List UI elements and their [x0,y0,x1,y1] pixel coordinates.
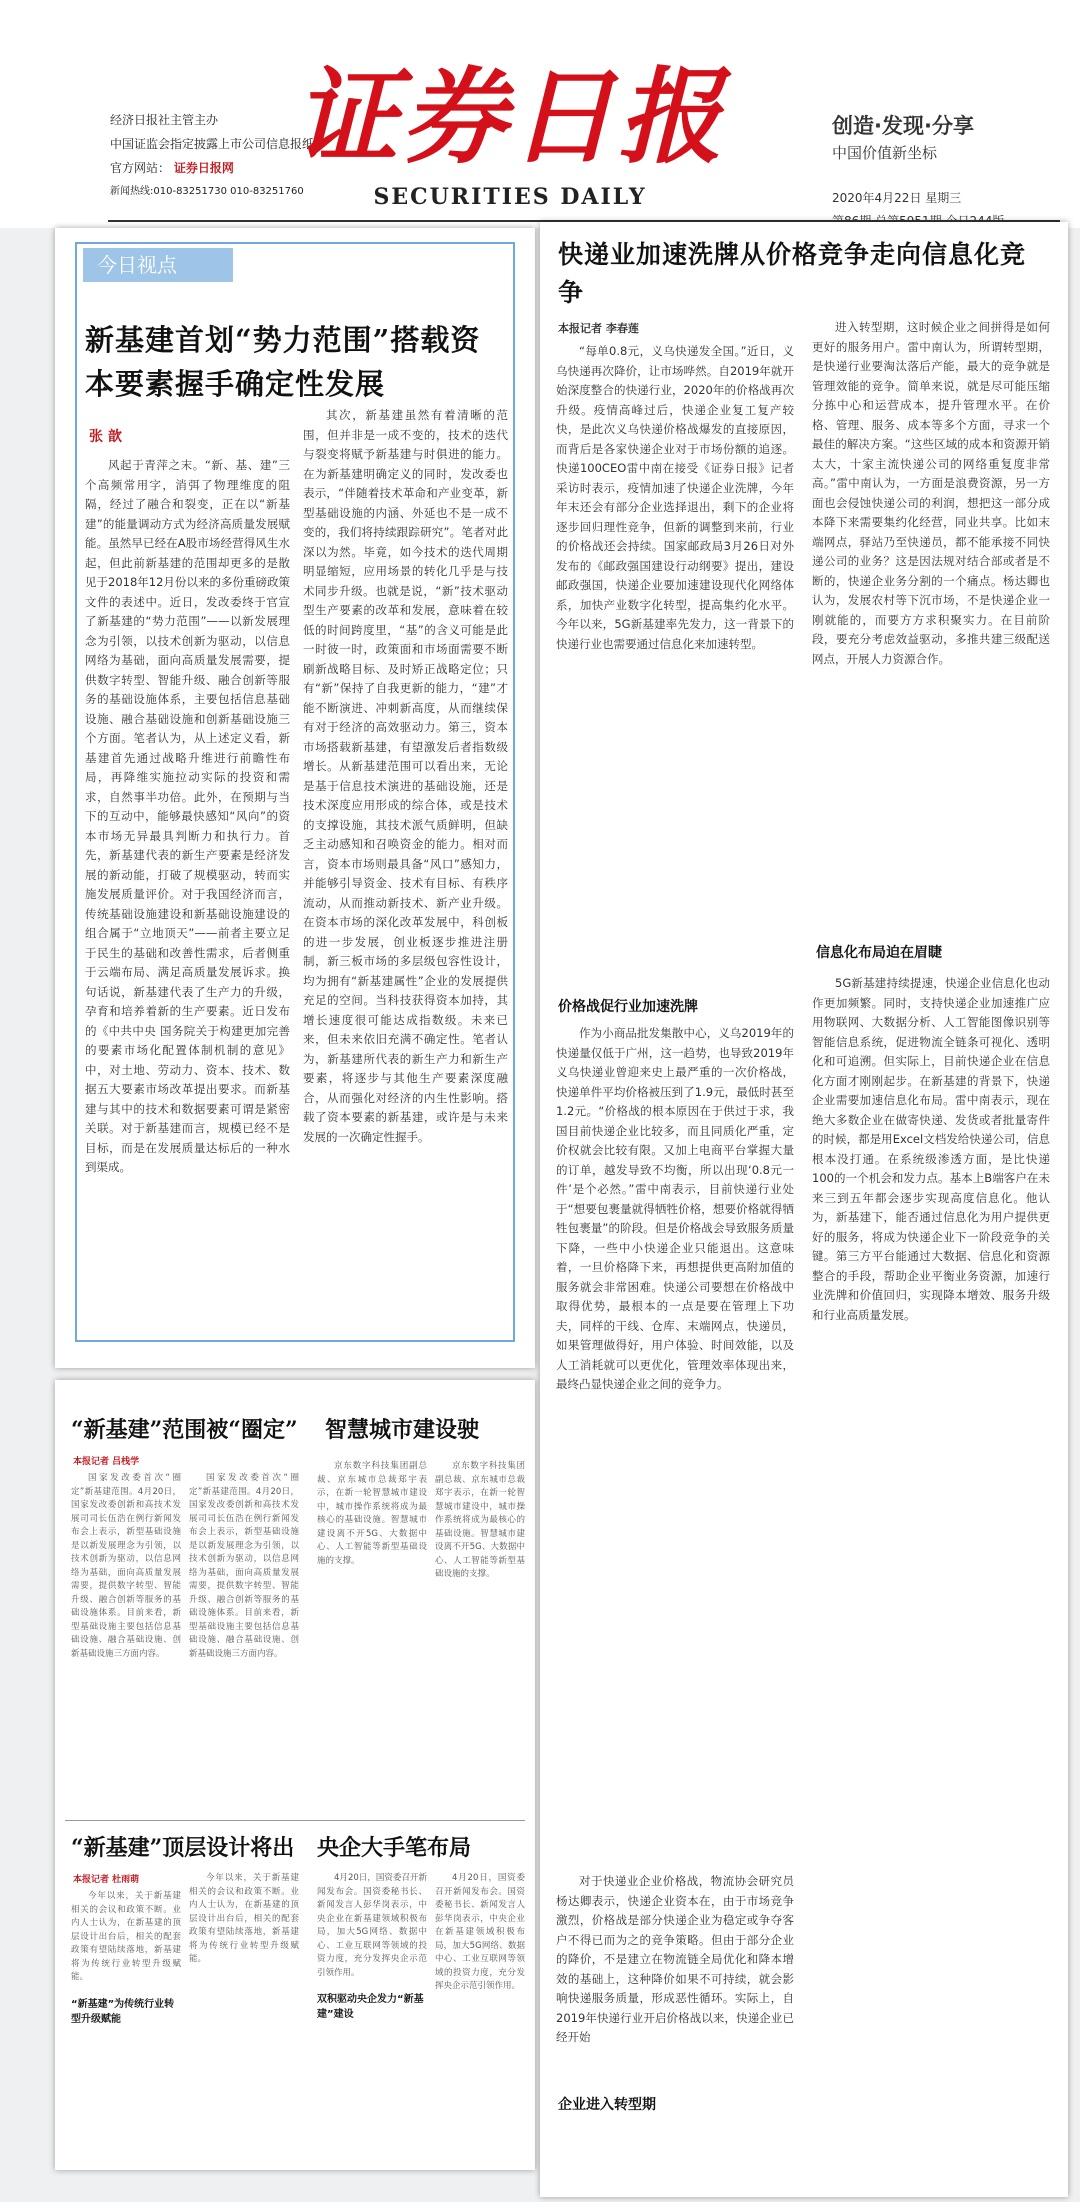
article-text: 进入转型期，这时候企业之间拼得是如何更好的服务用户。雷中南认为，所谓转型期，是快递行业要淘汰落后产能，最大的竞争就是管理效能的竞争。简单来说，就是尽可能压缩分拣中心和运营成本，提升管理水平。在价格、管理、服务、成本等多个方面，寻求一个最佳的解决方案。“这些区域的成本和资源开销太大，十家主流快递公司的网络重复度非常高。”雷中南认为，一方面是浪费资源，另一方面也会侵蚀快递公司的利润，想把这一部分成本降下来需要集约化经营，同业共享。比如末端网点，驿站乃至快递员，都不能承接不同快递公司的业务？这是因法规对结合部或者是不断的，快递企业务分割的一个痛点。杨达卿也认为，发展农村等下沉市场，不是快递企业一刚就能的，而要方方求积聚实力。在目前阶段，要充分考虑效益驱动，多推共建三级配送网点，开展人力资源合作。 [812,320,1050,666]
article-text: 作为小商品批发集散中心，义乌2019年的快递量仅低于广州，这一趋势，也导致2019年义乌快递业曾迎来史上最严重的一次价格战，快递单件平均价格被压到了1.9元，最低时甚至1.2元。“价格战的根本原因在于供过于求，我国目前快递企业比较多，而且同质化严重，定价权就会比较有限。又加上电商平台掌握大量的订单，越发导致不均衡，所以出现‘0.8元一件’是个必然。”雷中南表示，目前快递行业处于“想要包裹量就得牺牲价格，想要价格就得牺牲包裹量”的阶段。但是价格战会导致服务质量下降，一些中小快递企业只能退出。这意味着，一旦价格降下来，再想提供更高附加值的服务就会非常困难。快递公司要想在价格战中取得优势，最根本的一点是要在管理上下功夫，同样的干线、仓库、末端网点，快递员，如果管理做得好，用户体验、时间效能，以及人工消耗就可以更优化，管理效率体现出来，最终凸显快递企业之间的竞争力。 [556,1026,794,1391]
inner-page-clipping [55,1380,535,2170]
newspaper-logo [275,52,745,222]
issue-date: 2020年4月22日 星期三 [832,191,962,205]
express-column-1c [556,1872,794,2082]
byline-a: 本报记者 吕栈学 [73,1457,140,1467]
section-transition: 企业进入转型期 [558,2097,656,2113]
small-text: 国家发改委首次“圈定”新基建范围。4月20日，国家发改委创新和高技术发展司司长伍浩在例行新闻发布会上表示，新型基础设施是以新发展理念为引领，以技术创新为驱动，以信息网络为基础，面向高质量发展需要，提供数字转型、智能升级、融合创新等服务的基础设施体系。目前来看，新型基础设施主要包括信息基础设施、融合基础设施、创新基础设施三方面内容。 [71,1473,181,1659]
article-column-1 [85,456,290,1326]
logo-english: SECURITIES DAILY [373,184,647,210]
small-text: 今年以来，关于新基建相关的会议和政策不断。业内人士认为，在新基建的顶层设计出台后，相关的配套政策有望陆续落地，新基建将为传统行业转型升级赋能。 [71,1891,181,1982]
subhead-d: 双积驱动央企发力“新基建”建设 [317,1994,424,2020]
small-text: 国家发改委首次“圈定”新基建范围。4月20日，国家发改委创新和高技术发展司司长伍浩在例行新闻发布会上表示，新型基础设施是以新发展理念为引领，以技术创新为驱动，以信息网络为基础，面向高质量发展需要，提供数字转型、智能升级、融合创新等服务的基础设施体系。目前来看，新型基础设施主要包括信息基础设施、融合基础设施、创新基础设施三方面内容。 [189,1473,299,1659]
small-text: 4月20日，国资委召开新闻发布会。国资委秘书长、新闻发言人彭华岗表示，中央企业在新基建领域积极布局，加大5G网络、数据中心、工业互联网等领域的投资力度，充分发挥央企示范引领作用。 [317,1873,427,1978]
hotline-text: 新闻热线:010-83251730 010-83251760 [110,186,304,197]
section-price-war: 价格战促行业加速洗牌 [558,999,698,1015]
text-block-a2 [189,1472,299,1812]
text-block-d2 [435,1872,525,2152]
express-column-1a [556,342,794,982]
front-page-clipping [55,228,535,1368]
masthead-right [832,110,1062,229]
slogan-sub: 中国价值新坐标 [832,144,938,162]
designated-text: 中国证监会指定披露上市公司信息报纸 [110,137,315,151]
byline-c: 本报记者 杜雨萌 [73,1875,140,1885]
text-block-a [71,1472,181,1812]
logo-chinese: 证券日报 [293,55,726,178]
small-text: 4月20日，国资委召开新闻发布会。国资委秘书长、新闻发言人彭华岗表示，中央企业在新基建领域积极布局，加大5G网络、数据中心、工业互联网等领域的投资力度，充分发挥央企示范引领作用。 [435,1873,525,1991]
express-column-1b [556,1024,794,1864]
headline-soe-layout: 央企大手笔布局 [317,1835,472,1861]
newspaper-masthead [0,0,1080,228]
text-block-c2 [189,1872,299,2152]
small-text: 今年以来，关于新基建相关的会议和政策不断。业内人士认为，在新基建的顶层设计出台后，相关的配套政策有望陆续落地，新基建将为传统行业转型升级赋能。 [189,1873,299,1964]
article-text: 5G新基建持续提速，快递企业信息化也动作更加频繁。同时，支持快递企业加速推广应用物联网、大数据分析、人工智能图像识别等智能信息系统，促进物流全链条可视化、透明化和可追溯。但实际上，目前快递企业在信息化方面才刚刚起步。在新基建的背景下，快递企业需要加速信息化布局。雷中南表示，现在绝大多数企业在做寄快递、发货或者批量寄件的时候，都是用Excel文档发给快递公司，信息根本没打通。在系统级渗透方面，是比快递100的一个机会和发力点。基本上B端客户在未来三到五年都会逐步实现高度信息化。他认为，新基建下，能否通过信息化为用户提供更好的服务，将成为快递企业下一阶段竞争的关键。第三方平台能通过大数据、信息化和资源整合的手段，帮助企业平衡业务资源，加速行业洗牌和价值回归，实现降本增效、服务升级和行业高质量发展。 [812,976,1050,1322]
text-block-b [317,1460,427,1810]
headline-new-infrastructure: 新基建首划“势力范围”搭载资本要素握手确定性发展 [85,323,481,401]
subhead-c: “新基建”为传统行业转型升级赋能 [71,1998,175,2025]
slogan: 创造·发现·分享 [832,114,974,138]
express-byline: 本报记者 李春莲 [558,322,639,335]
express-column-2a [812,318,1050,988]
article-column-2 [303,406,508,1326]
article-text: “每单0.8元，义乌快递发全国。”近日，义乌快递再次降价，让市场哗然。自2019年就开始深度整合的快递行业，2020年的价格战再次升级。疫情高峰过后，快递企业复工复产较快，是此次义乌快递价格战爆发的直接原因，而背后是各家快递企业对于市场份额的追逐。快递100CEO雷中南在接受《证券日报》记者采访时表示，疫情加速了快递企业洗牌，今年年末还会有部分企业选择退出，剩下的企业将逐步回归理性竞争，但新的调整到来前，行业的价格战还会持续。国家邮政局3月26日对外发布的《邮政强国建设行动纲要》提出，建设邮政强国，快递企业要加速建设现代化网络体系，加快产业数字化转型，提高集约化水平。今年以来，5G新基建率先发力，这一背景下的快递行业也需要通过信息化来加速转型。 [556,344,794,651]
sponsor-text: 经济日报社主管主办 [110,113,219,127]
headline-scope: “新基建”范围被“圈定” [71,1417,298,1443]
headline-express: 快递业加速洗牌从价格竞争走向信息化竞争 [558,240,1027,307]
express-article-clipping [540,222,1068,2197]
small-text: 京东数字科技集团副总裁、京东城市总裁郑宇表示，在新一轮智慧城市建设中，城市操作系统将成为最核心的基础设施。智慧城市建设离不开5G、大数据中心、人工智能等新型基础设施的支撑。 [435,1461,525,1579]
express-column-2b [812,974,1050,2174]
headline-top-design: “新基建”顶层设计将出 [71,1835,295,1861]
small-text: 京东数字科技集团副总裁、京东城市总裁郑宇表示，在新一轮智慧城市建设中，城市操作系统将成为最核心的基础设施。智慧城市建设离不开5G、大数据中心、人工智能等新型基础设施的支撑。 [317,1461,427,1566]
column-tag: 今日视点 [83,248,233,282]
text-block-b2 [435,1460,525,1810]
website-label: 官方网站： [110,161,171,175]
author-byline: 张 歆 [89,429,122,445]
section-divider [65,1820,525,1821]
website-link[interactable]: 证券日报网 [173,161,234,175]
article-text: 风起于青萍之末。“新、基、建”三个高频常用字，消弭了物理维度的阻隔，经过了融合和裂变，正在以“新基建”的能量调动方式为经济高质量发展赋能。虽然早已经在A股市场经营得风生水起，但此前新基建的范围却更多的是散见于2018年12月份以来的多份重磅政策文件的表述中。近日，发改委终于官宣了新基建的“势力范围”——以新发展理念为引领，以技术创新为驱动，以信息网络为基础，面向高质量发展需要，提供数字转型、智能升级、融合创新等服务的基础设施体系，主要包括信息基础设施、融合基础设施和创新基础设施三个方面。笔者认为，从上述定义看，新基建首先通过战略升维进行前瞻性布局，再降维实施拉动实际的投资和需求，自然事半功倍。此外，在预期与当下的互动中，能够最快感知“风向”的资本市场无异最具判断力和执行力。首先，新基建代表的新生产要素是经济发展的新动能，打破了规模驱动，转而实施发展质量评价。对于我国经济而言，传统基础设施建设和新基础设施建设的组合属于“立地顶天”——前者主要立足于民生的基础和改善性需求，后者侧重于云端布局、满足高质量发展诉求。换句话说，新基建代表了生产力的升级，孕育和培养着新的生产要素。近日发布的《中共中央 国务院关于构建更加完善的要素市场化配置体制机制的意见》中，对土地、劳动力、资本、技术、数据五大要素市场改革提出要求。而新基建与其中的技术和数据要素可谓是紧密关联。对于新基建而言，规模已经不是目标，而是在发展质量达标后的一种水到渠成。 [85,458,290,1174]
article-text: 对于快递业企业价格战，物流协会研究员杨达卿表示，快递企业资本在，由于市场竞争激烈，价格战是部分快递企业为稳定或争夺客户不得已而为之的竞争策略。但由于部分企业的降价，不是建立在物流链全局优化和降本增效的基础上，这种降价如果不可持续，就会影响快递服务质量，形成恶性循环。实际上，自2019年快递行业开启价格战以来，快递企业已经开始 [556,1874,794,2044]
section-informatization: 信息化布局迫在眉睫 [816,945,942,961]
text-block-d [317,1872,427,2152]
headline-smart-city: 智慧城市建设驶 [325,1417,480,1443]
article-text: 其次，新基建虽然有着清晰的范围，但并非是一成不变的，技术的迭代与裂变将赋予新基建与时俱进的能力。在为新基建明确定义的同时，发改委也表示，“伴随着技术革命和产业变革，新型基础设施的内涵、外延也不是一成不变的，我们将持续跟踪研究”。笔者对此深以为然。毕竟，如今技术的迭代周期明显缩短，应用场景的转化几乎是与技术同步升级。也就是说，“新”技术驱动型生产要素的改革和发展，意味着在较低的时间跨度里，“基”的含义可能是此一时彼一时，政策面和市场面需要不断刷新战略目标、及时矫正战略定位；只有“新”保持了自我更新的能力，“建”才能不断演进、冲刺新高度，从而继续保有对于经济的高效驱动力。第三，资本市场搭载新基建，有望激发后者指数级增长。从新基建范围可以看出来，无论是基于信息技术演进的基础设施，还是技术深度应用形成的综合体，或是技术的支撑设施，其技术派气质鲜明，但缺乏主动感知和召唤资金的能力。相对而言，资本市场则最具备“风口”感知力，并能够引导资金、技术有目标、有秩序流动，从而推动新技术、新产业升级。在资本市场的深化改革发展中，科创板的进一步发展，创业板逐步推进注册制，新三板市场的多层级包容性设计，均为拥有“新基建属性”企业的发展提供充足的空间。当科技获得资本加持，其增长速度很可能达成指数级。未来已来，但未来依旧充满不确定性。笔者认为，新基建所代表的新生产力和新生产要素，将逐步与其他生产要素深度融合，从而强化对经济的内生性影响。搭载了资本要素的新基建，或许是与未来发展的一次确定性握手。 [303,408,508,1144]
text-block-c [71,1890,181,2150]
